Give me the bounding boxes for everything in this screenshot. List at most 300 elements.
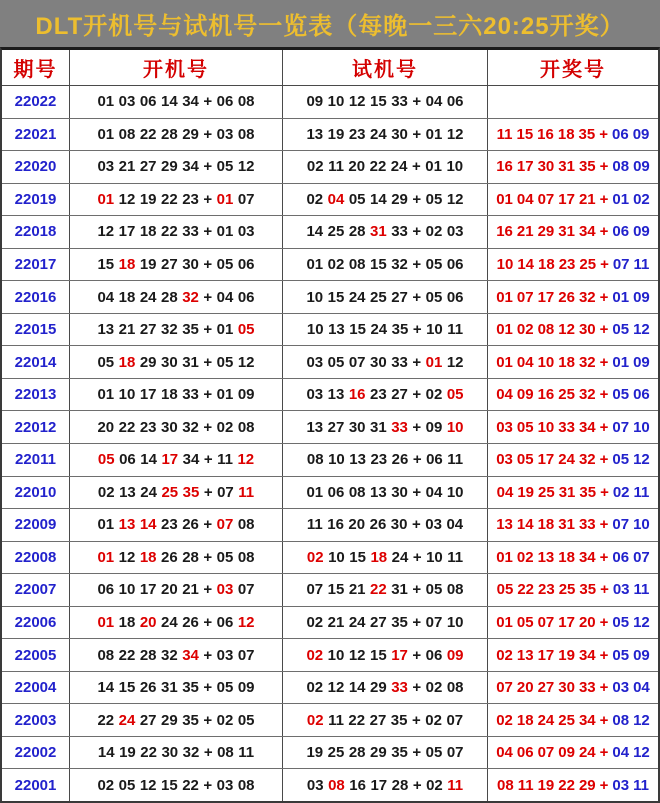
ball-number: 05 — [446, 386, 464, 404]
header-result: 开奖号 — [487, 50, 658, 85]
ball-number: 07 — [537, 744, 555, 762]
ball-number: 08 — [237, 548, 255, 566]
ball-number: 34 — [578, 223, 596, 241]
ball-number: 18 — [370, 548, 388, 566]
ball-number: 32 — [578, 386, 596, 404]
ball-number: 07 — [612, 256, 630, 273]
ball-number: 05 — [612, 614, 630, 632]
ball-number: 21 — [118, 321, 136, 339]
ball-number: 13 — [306, 418, 324, 436]
plus-sign: + — [599, 451, 609, 469]
ball-number: 08 — [497, 776, 514, 794]
period-cell — [2, 607, 69, 639]
machine-numbers — [306, 126, 463, 143]
period-cell — [2, 346, 69, 378]
result-cell — [487, 151, 658, 183]
ball-number: 09 — [558, 744, 575, 762]
shiji-cell — [282, 444, 487, 476]
ball-number: 27 — [369, 711, 387, 729]
ball-number: 19 — [558, 646, 575, 664]
plus-sign: + — [412, 744, 422, 762]
winning-numbers — [497, 126, 650, 143]
ball-number: 34 — [578, 711, 596, 729]
ball-number: 03 — [446, 223, 464, 241]
machine-numbers — [306, 484, 463, 501]
ball-number: 11 — [447, 776, 464, 794]
ball-number: 25 — [327, 744, 345, 762]
machine-numbers — [98, 451, 254, 468]
ball-number: 04 — [496, 483, 514, 501]
period-cell — [2, 151, 69, 183]
ball-number: 32 — [578, 451, 596, 469]
ball-number: 30 — [370, 353, 387, 371]
ball-number: 24 — [139, 288, 157, 306]
ball-number: 14 — [161, 93, 178, 111]
ball-number: 07 — [217, 483, 234, 501]
ball-number: 11 — [633, 581, 650, 599]
plus-sign: + — [599, 321, 609, 339]
result-cell — [487, 509, 658, 541]
ball-number: 11 — [447, 451, 464, 469]
ball-number: 10 — [327, 93, 345, 111]
result-cell — [487, 607, 658, 639]
machine-numbers — [307, 451, 463, 468]
plus-sign: + — [600, 256, 609, 273]
ball-number: 28 — [139, 646, 157, 664]
ball-number: 12 — [633, 614, 650, 632]
shiji-cell — [282, 346, 487, 378]
ball-number: 03 — [237, 223, 255, 241]
ball-number: 07 — [237, 190, 255, 208]
ball-number: 05 — [516, 451, 534, 469]
table-row — [2, 151, 658, 184]
ball-number: 14 — [516, 516, 534, 534]
period-number: 22009 — [14, 516, 57, 534]
ball-number: 10 — [446, 483, 464, 501]
ball-number: 03 — [612, 776, 630, 794]
ball-number: 22 — [369, 158, 387, 176]
ball-number: 14 — [140, 451, 157, 469]
ball-number: 14 — [517, 256, 534, 273]
plus-sign: + — [203, 223, 213, 241]
winning-numbers — [497, 777, 649, 794]
ball-number: 08 — [612, 158, 630, 176]
plus-sign: + — [412, 581, 422, 599]
ball-number: 13 — [306, 125, 324, 143]
plus-sign: + — [203, 125, 213, 143]
machine-numbers — [97, 126, 254, 143]
ball-number: 12 — [118, 548, 136, 566]
kaiji-cell — [69, 249, 282, 281]
header-period: 期号 — [13, 59, 58, 81]
ball-number: 28 — [348, 744, 366, 762]
ball-number: 06 — [119, 451, 136, 469]
winning-numbers — [496, 744, 650, 761]
ball-number: 08 — [537, 321, 555, 339]
ball-number: 18 — [139, 548, 157, 566]
plus-sign: + — [203, 158, 213, 176]
ball-number: 05 — [496, 581, 514, 599]
ball-number: 15 — [161, 776, 178, 794]
machine-numbers — [97, 712, 254, 729]
ball-number: 02 — [496, 711, 513, 729]
ball-number: 35 — [391, 744, 408, 762]
plus-sign: + — [203, 353, 213, 371]
shiji-cell — [282, 281, 487, 313]
shiji-cell — [282, 151, 487, 183]
ball-number: 15 — [370, 256, 387, 273]
ball-number: 30 — [391, 125, 408, 143]
ball-number: 02 — [425, 223, 443, 241]
ball-number: 17 — [139, 386, 157, 404]
ball-number: 12 — [446, 190, 464, 208]
period-cell — [2, 769, 69, 801]
machine-numbers — [306, 354, 463, 371]
ball-number: 02 — [496, 646, 513, 664]
ball-number: 03 — [97, 158, 115, 176]
ball-number: 20 — [161, 581, 178, 599]
ball-number: 12 — [237, 614, 255, 632]
shiji-cell — [282, 119, 487, 151]
header-kaiji: 开机号 — [69, 50, 282, 85]
ball-number: 22 — [370, 581, 387, 599]
plus-sign: + — [599, 125, 608, 143]
ball-number: 26 — [161, 548, 178, 566]
period-cell — [2, 737, 69, 769]
kaiji-cell — [69, 281, 282, 313]
ball-number: 25 — [327, 223, 345, 241]
ball-number: 12 — [348, 93, 366, 111]
ball-number: 32 — [161, 646, 178, 664]
ball-number: 01 — [306, 256, 324, 273]
ball-number: 08 — [217, 744, 234, 762]
winning-numbers — [496, 158, 650, 175]
ball-number: 17 — [161, 451, 179, 469]
ball-number: 01 — [425, 158, 442, 176]
ball-number: 18 — [537, 516, 555, 534]
ball-number: 19 — [119, 744, 136, 762]
result-cell — [487, 86, 658, 118]
ball-number: 03 — [216, 581, 234, 599]
period-cell — [2, 509, 69, 541]
table-row — [2, 119, 658, 152]
ball-number: 04 — [516, 190, 534, 208]
ball-number: 05 — [118, 776, 136, 794]
ball-number: 16 — [496, 223, 513, 241]
ball-number: 10 — [328, 451, 345, 469]
ball-number: 10 — [118, 581, 136, 599]
ball-number: 35 — [579, 483, 597, 501]
ball-number: 16 — [327, 516, 344, 534]
ball-number: 32 — [391, 256, 408, 273]
plus-sign: + — [412, 418, 422, 436]
machine-numbers — [97, 158, 254, 175]
ball-number: 07 — [446, 744, 464, 762]
ball-number: 24 — [348, 288, 366, 306]
ball-number: 06 — [446, 288, 464, 306]
ball-number: 01 — [496, 190, 513, 208]
ball-number: 27 — [139, 321, 157, 339]
machine-numbers — [97, 93, 254, 110]
ball-number: 29 — [537, 223, 555, 241]
machine-numbers — [306, 223, 463, 240]
ball-number: 17 — [537, 451, 555, 469]
ball-number: 05 — [425, 190, 443, 208]
ball-number: 34 — [182, 93, 199, 111]
ball-number: 33 — [558, 418, 575, 436]
ball-number: 12 — [237, 158, 255, 176]
plus-sign: + — [203, 516, 213, 534]
ball-number: 12 — [118, 190, 136, 208]
machine-numbers — [306, 647, 463, 664]
machine-numbers — [307, 516, 463, 533]
winning-numbers — [497, 256, 650, 273]
ball-number: 25 — [558, 711, 575, 729]
winning-numbers — [496, 614, 650, 631]
ball-number: 19 — [517, 483, 534, 501]
ball-number: 23 — [370, 386, 387, 404]
ball-number: 26 — [182, 614, 199, 632]
ball-number: 03 — [306, 776, 324, 794]
ball-number: 28 — [161, 125, 178, 143]
kaiji-cell — [69, 346, 282, 378]
ball-number: 22 — [182, 776, 199, 794]
ball-number: 30 — [390, 516, 408, 534]
ball-number: 04 — [496, 744, 513, 762]
period-number: 22004 — [14, 679, 57, 697]
ball-number: 32 — [578, 353, 596, 371]
machine-numbers — [97, 321, 254, 338]
ball-number: 24 — [558, 451, 575, 469]
ball-number: 35 — [182, 711, 199, 729]
period-number: 22006 — [14, 614, 57, 632]
ball-number: 26 — [182, 516, 199, 534]
ball-number: 05 — [327, 353, 345, 371]
kaiji-cell — [69, 737, 282, 769]
ball-number: 05 — [425, 256, 443, 273]
plus-sign: + — [600, 483, 609, 501]
machine-numbers — [97, 256, 254, 273]
ball-number: 06 — [612, 125, 629, 143]
machine-numbers — [306, 614, 463, 631]
ball-number: 23 — [558, 256, 576, 273]
ball-number: 18 — [118, 256, 136, 273]
ball-number: 02 — [327, 256, 345, 273]
ball-number: 02 — [306, 679, 324, 697]
ball-number: 09 — [237, 679, 255, 697]
ball-number: 11 — [217, 451, 233, 469]
ball-number: 22 — [558, 776, 575, 794]
ball-number: 05 — [97, 353, 115, 371]
shiji-cell — [282, 477, 487, 509]
ball-number: 05 — [216, 679, 234, 697]
ball-number: 33 — [182, 223, 199, 241]
period-cell — [2, 574, 69, 606]
kaiji-cell — [69, 216, 282, 248]
ball-number: 17 — [391, 646, 408, 664]
ball-number: 11 — [633, 483, 650, 501]
plus-sign: + — [203, 190, 213, 208]
ball-number: 23 — [370, 451, 388, 469]
machine-numbers — [306, 191, 463, 208]
table-row — [2, 379, 658, 412]
machine-numbers — [307, 321, 463, 338]
winning-numbers — [496, 679, 650, 696]
shiji-cell — [282, 737, 487, 769]
kaiji-cell — [69, 509, 282, 541]
winning-numbers — [496, 549, 650, 566]
ball-number: 02 — [306, 190, 324, 208]
period-number: 22022 — [14, 93, 57, 111]
ball-number: 33 — [391, 93, 408, 111]
table-row — [2, 281, 658, 314]
machine-numbers — [306, 581, 463, 598]
period-cell — [2, 672, 69, 704]
ball-number: 04 — [97, 288, 115, 306]
ball-number: 06 — [237, 256, 255, 273]
ball-number: 18 — [139, 223, 157, 241]
machine-numbers — [97, 223, 254, 240]
ball-number: 13 — [118, 516, 136, 534]
ball-number: 02 — [633, 190, 650, 208]
ball-number: 29 — [370, 679, 387, 697]
ball-number: 27 — [161, 256, 178, 273]
ball-number: 11 — [238, 744, 255, 762]
ball-number: 05 — [516, 418, 534, 436]
ball-number: 28 — [182, 548, 199, 566]
ball-number: 01 — [97, 516, 115, 534]
winning-numbers — [496, 289, 650, 306]
ball-number: 06 — [425, 646, 443, 664]
table-row — [2, 574, 658, 607]
winning-numbers — [497, 581, 650, 598]
ball-number: 12 — [348, 646, 366, 664]
ball-number: 06 — [633, 386, 650, 404]
plus-sign: + — [203, 256, 213, 273]
period-number: 22001 — [14, 776, 57, 794]
plus-sign: + — [599, 744, 609, 762]
ball-number: 01 — [216, 321, 234, 339]
kaiji-cell — [69, 574, 282, 606]
plus-sign: + — [599, 516, 609, 534]
plus-sign: + — [412, 776, 422, 794]
period-cell — [2, 477, 69, 509]
ball-number: 22 — [140, 744, 157, 762]
ball-number: 29 — [578, 776, 596, 794]
result-cell — [487, 249, 658, 281]
page-title: DLT开机号与试机号一览表（每晚一三六20:25开奖） — [35, 13, 625, 40]
ball-number: 11 — [447, 321, 464, 339]
ball-number: 27 — [139, 158, 157, 176]
ball-number: 34 — [182, 646, 199, 664]
plus-sign: + — [599, 418, 609, 436]
ball-number: 22 — [139, 125, 157, 143]
machine-numbers — [306, 289, 463, 306]
period-number: 22005 — [14, 646, 57, 664]
plus-sign: + — [599, 679, 609, 697]
ball-number: 08 — [97, 646, 115, 664]
ball-number: 15 — [349, 321, 366, 339]
period-number: 22007 — [14, 581, 57, 599]
ball-number: 31 — [558, 483, 576, 501]
ball-number: 02 — [216, 711, 234, 729]
ball-number: 31 — [370, 223, 387, 241]
plus-sign: + — [599, 223, 609, 241]
ball-number: 12 — [558, 321, 575, 339]
ball-number: 10 — [633, 418, 650, 436]
ball-number: 14 — [306, 223, 324, 241]
ball-number: 01 — [97, 93, 115, 111]
ball-number: 17 — [558, 190, 575, 208]
machine-numbers — [97, 191, 254, 208]
ball-number: 09 — [633, 646, 650, 664]
plus-sign: + — [412, 386, 422, 404]
ball-number: 12 — [446, 353, 464, 371]
ball-number: 03 — [496, 418, 513, 436]
ball-number: 02 — [97, 483, 115, 501]
ball-number: 35 — [182, 321, 199, 339]
ball-number: 17 — [558, 614, 575, 632]
ball-number: 23 — [161, 516, 178, 534]
shiji-cell — [282, 379, 487, 411]
plus-sign: + — [599, 646, 609, 664]
ball-number: 33 — [578, 516, 596, 534]
plus-sign: + — [412, 646, 422, 664]
table-row — [2, 672, 658, 705]
plus-sign: + — [600, 581, 609, 599]
ball-number: 15 — [118, 679, 136, 697]
ball-number: 16 — [349, 776, 366, 794]
machine-numbers — [306, 256, 463, 273]
ball-number: 33 — [578, 679, 596, 697]
kaiji-cell — [69, 704, 282, 736]
ball-number: 27 — [391, 288, 408, 306]
ball-number: 03 — [612, 581, 630, 599]
table-row — [2, 639, 658, 672]
ball-number: 24 — [578, 744, 596, 762]
ball-number: 08 — [118, 125, 136, 143]
ball-number: 11 — [306, 516, 323, 534]
kaiji-cell — [69, 411, 282, 443]
ball-number: 18 — [558, 353, 575, 371]
plus-sign: + — [412, 93, 422, 111]
ball-number: 01 — [97, 125, 115, 143]
ball-number: 05 — [216, 256, 234, 273]
ball-number: 06 — [139, 93, 157, 111]
ball-number: 07 — [237, 646, 255, 664]
result-cell — [487, 704, 658, 736]
ball-number: 05 — [425, 744, 443, 762]
plus-sign: + — [203, 581, 213, 599]
shiji-cell — [282, 542, 487, 574]
ball-number: 10 — [327, 646, 345, 664]
ball-number: 12 — [633, 744, 650, 762]
ball-number: 02 — [425, 386, 443, 404]
ball-number: 32 — [161, 321, 178, 339]
ball-number: 02 — [516, 548, 534, 566]
ball-number: 35 — [579, 581, 597, 599]
ball-number: 09 — [516, 386, 534, 404]
ball-number: 30 — [182, 256, 199, 273]
ball-number: 12 — [237, 451, 255, 469]
ball-number: 01 — [496, 614, 513, 632]
ball-number: 13 — [516, 646, 534, 664]
ball-number: 03 — [306, 353, 324, 371]
table-row — [2, 249, 658, 282]
ball-number: 32 — [578, 288, 596, 306]
ball-number: 07 — [446, 711, 464, 729]
ball-number: 28 — [348, 223, 366, 241]
